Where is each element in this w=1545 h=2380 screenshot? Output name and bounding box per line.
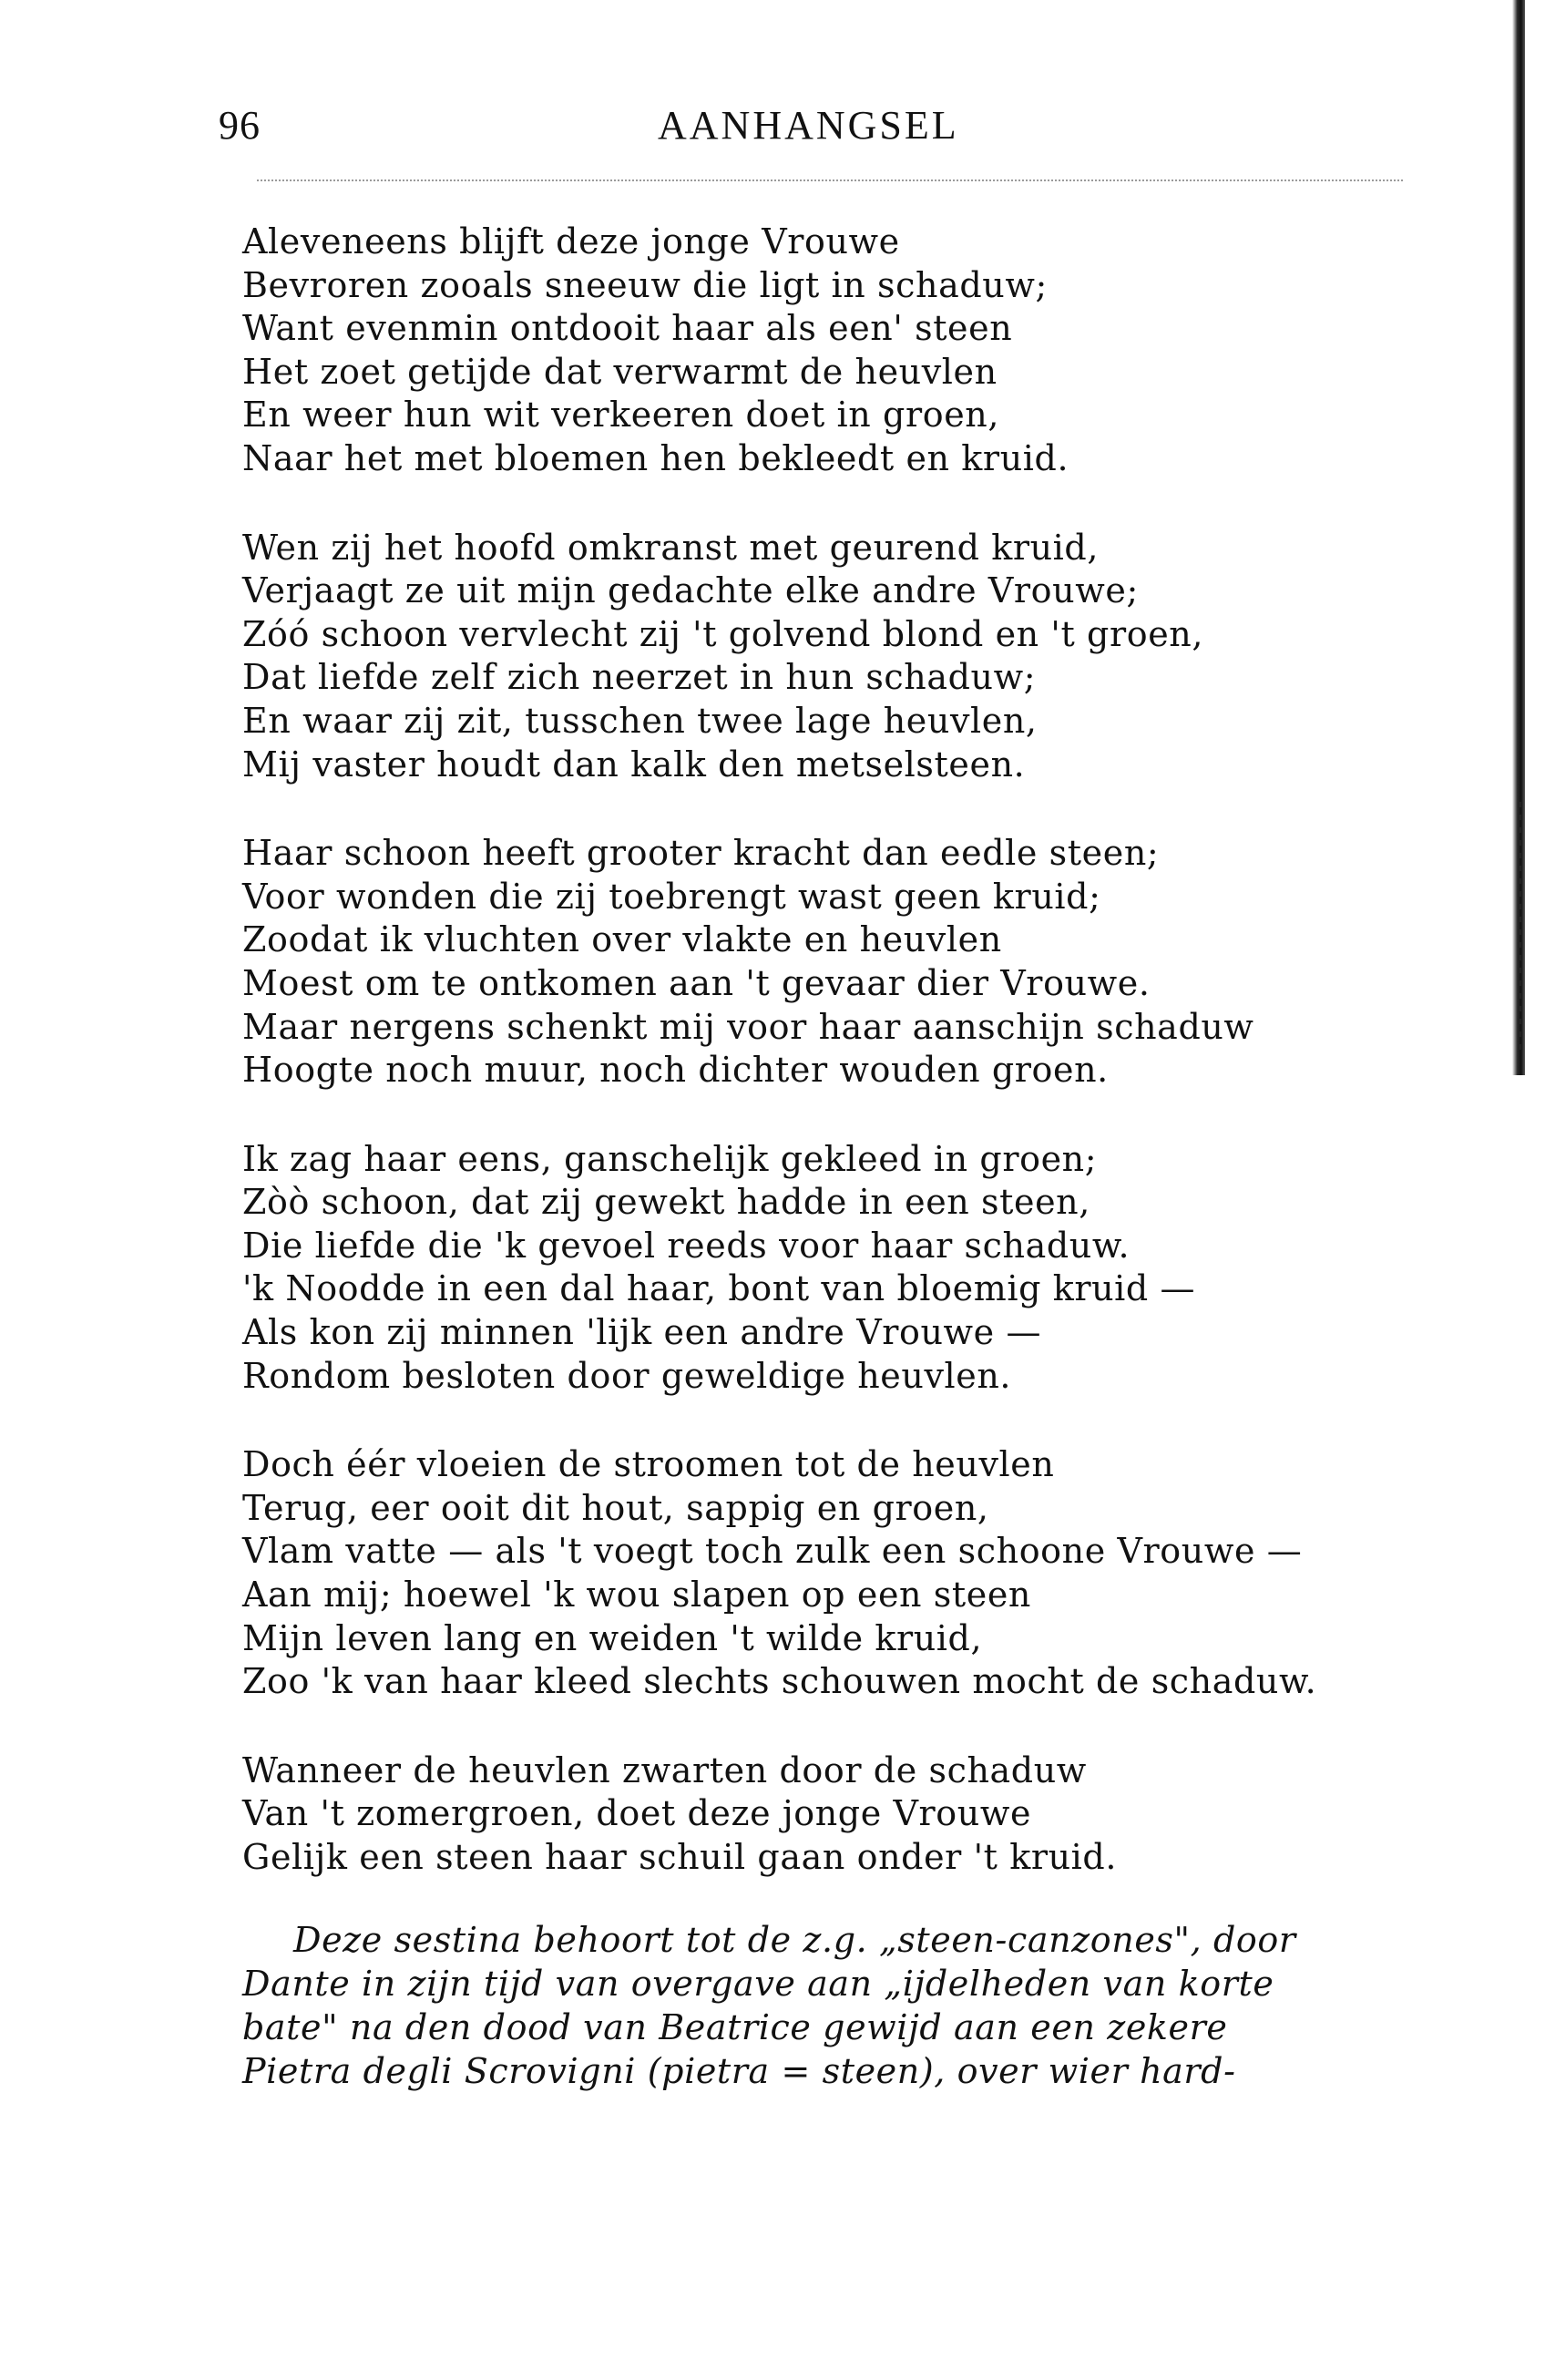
note-line: Dante in zijn tijd van overgave aan „ijdelheden van korte (242, 1964, 1274, 2004)
verse-line: Aleveneens blijft deze jonge Vrouwe (242, 221, 900, 262)
stanza-2 (242, 527, 1417, 787)
verse-line: Verjaagt ze uit mijn gedachte elke andre Vrouwe; (242, 570, 1139, 611)
header-rule (257, 180, 1403, 181)
note-line: Pietra degli Scrovigni (pietra = steen), over wier hard- (242, 2051, 1236, 2091)
verse-line: Doch éér vloeien de stroomen tot de heuvlen (242, 1444, 1055, 1485)
verse-line: Gelijk een steen haar schuil gaan onder 't kruid. (242, 1837, 1118, 1877)
page-number: 96 (219, 103, 261, 148)
verse-line: Wen zij het hoofd omkranst met geurend kruid, (242, 527, 1100, 568)
verse-line: Voor wonden die zij toebrengt wast geen kruid; (242, 876, 1101, 917)
verse-line: Dat liefde zelf zich neerzet in hun schaduw; (242, 657, 1037, 698)
editorial-note (242, 1918, 1417, 2093)
verse-line: Het zoet getijde dat verwarmt de heuvlen (242, 351, 998, 392)
verse-line: Zoo 'k van haar kleed slechts schouwen mocht de schaduw. (242, 1661, 1317, 1702)
verse-line: En waar zij zit, tusschen twee lage heuvlen, (242, 700, 1038, 741)
running-title: AANHANGSEL (658, 103, 959, 148)
verse-line: Hoogte noch muur, noch dichter wouden groen. (242, 1050, 1109, 1091)
verse-line: Mijn leven lang en weiden 't wilde kruid, (242, 1617, 983, 1658)
verse-line: Want evenmin ontdooit haar als een' steen (242, 308, 1013, 349)
verse-line: Ik zag haar eens, ganschelijk gekleed in groen; (242, 1138, 1098, 1179)
verse-line: Mij vaster houdt dan kalk den metselsteen. (242, 744, 1026, 785)
verse-line: Zòò schoon, dat zij gewekt hadde in een steen, (242, 1182, 1090, 1223)
poem-body (242, 221, 1417, 1925)
note-line: Deze sestina behoort tot de z.g. „steen-canzones", door (293, 1920, 1296, 1960)
verse-line: Naar het met bloemen hen bekleedt en kruid. (242, 437, 1069, 478)
stanza-4 (242, 1138, 1417, 1399)
stanza-5 (242, 1443, 1417, 1704)
verse-line: Vlam vatte — als 't voegt toch zulk een schoone Vrouwe — (242, 1531, 1303, 1572)
verse-line: Zóó schoon vervlecht zij 't golvend blond en 't groen, (242, 613, 1204, 654)
envoi (242, 1749, 1417, 1880)
verse-line: Maar nergens schenkt mij voor haar aanschijn schaduw (242, 1006, 1254, 1047)
verse-line: Bevroren zooals sneeuw die ligt in schaduw; (242, 264, 1048, 305)
stanza-1 (242, 221, 1417, 481)
verse-line: Rondom besloten door geweldige heuvlen. (242, 1355, 1012, 1396)
verse-line: Zoodat ik vluchten over vlakte en heuvlen (242, 919, 1002, 960)
verse-line: Terug, eer ooit dit hout, sappig en groen, (242, 1487, 989, 1528)
verse-line: Haar schoon heeft grooter kracht dan eedle steen; (242, 833, 1160, 874)
verse-line: Moest om te ontkomen aan 't gevaar dier Vrouwe. (242, 962, 1151, 1003)
verse-line: Aan mij; hoewel 'k wou slapen op een steen (242, 1575, 1032, 1616)
verse-line: Die liefde die 'k gevoel reeds voor haar schaduw. (242, 1225, 1131, 1266)
verse-line: Als kon zij minnen 'lijk een andre Vrouwe — (242, 1312, 1042, 1353)
page-header (219, 102, 1403, 157)
verse-line: En weer hun wit verkeeren doet in groen, (242, 395, 1000, 436)
stanza-3 (242, 832, 1417, 1093)
note-line: bate" na den dood van Beatrice gewijd aan een zekere (242, 2007, 1228, 2047)
page-edge-marks (1518, 802, 1521, 1057)
verse-line: 'k Noodde in een dal haar, bont van bloemig kruid — (242, 1268, 1196, 1309)
verse-line: Wanneer de heuvlen zwarten door de schaduw (242, 1749, 1087, 1790)
verse-line: Van 't zomergroen, doet deze jonge Vrouwe (242, 1793, 1032, 1834)
